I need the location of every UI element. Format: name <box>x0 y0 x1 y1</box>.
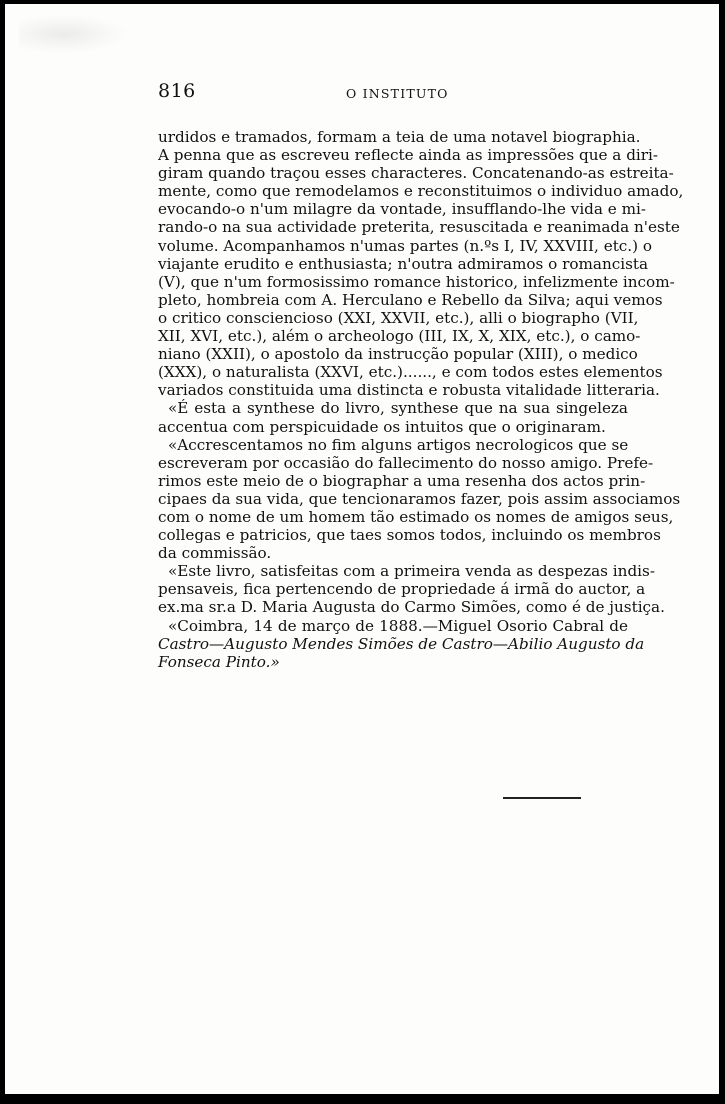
text-line: variados constituida uma distincta e robusta vitalidade litteraria. <box>158 381 660 400</box>
text-line: evocando-o n'um milagre da vontade, insufflando-lhe vida e mi- <box>158 200 646 219</box>
text-line: collegas e patricios, que taes somos todos, incluindo os membros <box>158 526 661 545</box>
text-line: «Accrescentamos no fim alguns artigos necrologicos que se <box>168 435 629 454</box>
text-line: escreveram por occasião do fallecimento do nosso amigo. Prefe- <box>158 453 654 472</box>
text-line: A penna que as escreveu reflecte ainda as impressões que a diri- <box>158 146 659 165</box>
text-line: com o nome de um homem tão estimado os nomes de amigos seus, <box>158 507 674 526</box>
text-line: o critico consciencioso (XXI, XXVII, etc.), alli o biographo (VII, <box>158 308 639 327</box>
text-line: giram quando traçou esses characteres. Concatenando-as estreita- <box>158 164 674 183</box>
text-line: mente, como que remodelamos e reconstituimos o individuo amado, <box>158 182 684 201</box>
text-line: pensaveis, fica pertencendo de propriedade á irmã do auctor, a <box>158 580 646 599</box>
text-line: «Este livro, satisfeitas com a primeira venda as despezas indis- <box>168 562 655 581</box>
text-line: XII, XVI, etc.), além o archeologo (III, IX, X, XIX, etc.), o camo- <box>158 327 641 346</box>
text-line: volume. Acompanhamos n'umas partes (n.ºs I, IV, XXVIII, etc.) o <box>158 236 653 255</box>
text-line: accentua com perspicuidade os intuitos que o originaram. <box>158 417 606 436</box>
text-line: rimos este meio de o biographar a uma resenha dos actos prin- <box>158 471 646 490</box>
text-line: viajante erudito e enthusiasta; n'outra admiramos o romancista <box>158 254 649 273</box>
text-line: «Coimbra, 14 de março de 1888.—Miguel Osorio Cabral de <box>168 616 628 635</box>
running-head <box>158 80 628 104</box>
text-line: Castro—Augusto Mendes Simões de Castro—Abilio Augusto da <box>158 634 645 653</box>
text-line: ex.ma sr.a D. Maria Augusta do Carmo Simões, como é de justiça. <box>158 598 665 617</box>
text-line: Fonseca Pinto.» <box>158 652 280 671</box>
text-line: pleto, hombreia com A. Herculano e Rebello da Silva; aqui vemos <box>158 290 663 309</box>
text-line: cipaes da sua vida, que tencionaramos fazer, pois assim associamos <box>158 489 681 508</box>
body-text <box>158 128 684 671</box>
page-number: 816 <box>158 80 196 102</box>
text-line: da commissão. <box>158 544 272 563</box>
closing-rule <box>503 797 581 799</box>
text-line: rando-o na sua actividade preterita, resuscitada e reanimada n'este <box>158 218 680 237</box>
paper-stain <box>19 14 129 54</box>
text-line: niano (XXII), o apostolo da instrucção popular (XIII), o medico <box>158 345 638 364</box>
text-line: (V), que n'um formosissimo romance historico, infelizmente incom- <box>158 272 675 291</box>
text-line: «É esta a synthese do livro, synthese que na sua singeleza <box>168 399 628 418</box>
running-title: O INSTITUTO <box>346 86 449 101</box>
text-line: urdidos e tramados, formam a teia de uma notavel biographia. <box>158 128 641 146</box>
text-line: (XXX), o naturalista (XXVI, etc.)......, e com todos estes elementos <box>158 363 663 382</box>
